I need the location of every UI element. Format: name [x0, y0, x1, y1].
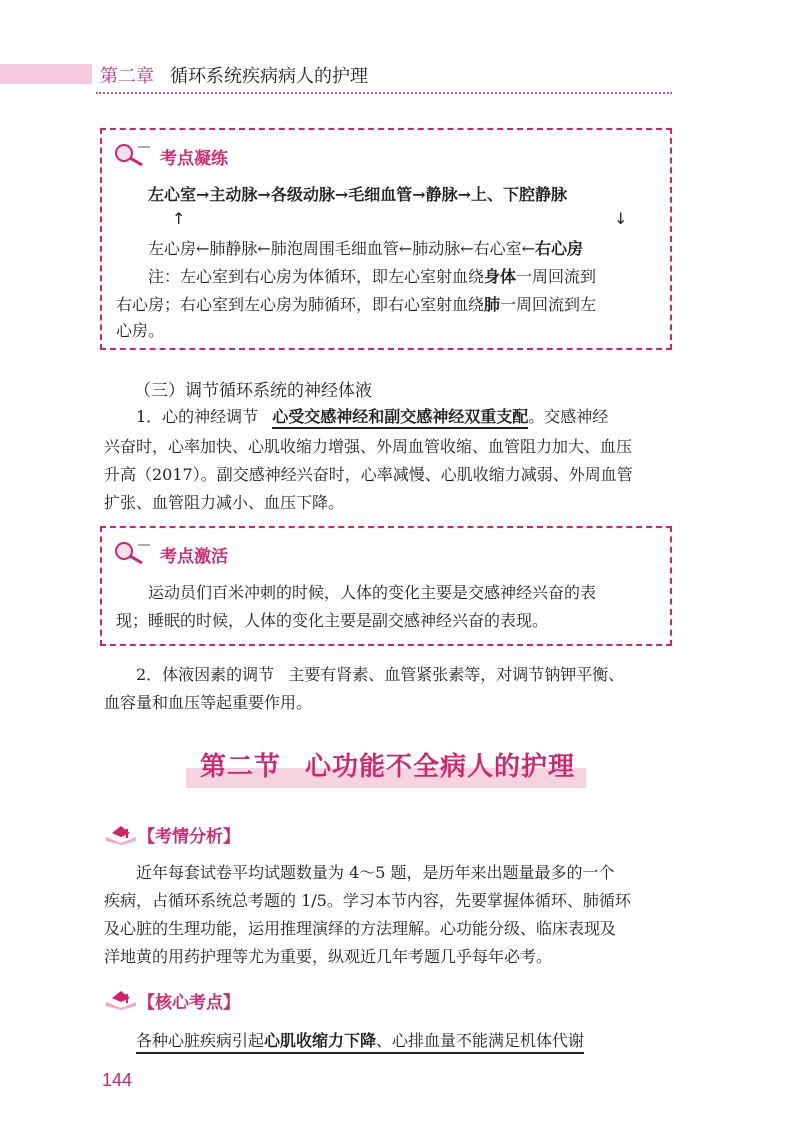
section-number: 第二节	[200, 752, 282, 782]
para-2-line-1	[136, 662, 624, 685]
note-2b: 肺	[484, 295, 501, 314]
down-arrow: ↓	[614, 209, 628, 228]
core-1a: 各种心脏疾病引起	[136, 1031, 265, 1050]
page-number: 144	[102, 1070, 133, 1090]
box-2-line-1: 运动员们百米冲刺的时候，人体的变化主要是交感神经兴奋的表	[148, 583, 597, 602]
note-2a: 右心房；右心室到左心房为肺循环，即右心室射血绕	[116, 295, 485, 314]
analysis-line-1: 近年每套试卷平均试题数量为 4～5 题，是历年来出题量最多的一个	[136, 863, 615, 882]
magnifier-icon	[112, 141, 152, 167]
analysis-line-3: 及心脏的生理功能，运用推理演绎的方法理解。心功能分级、临床表现及	[104, 919, 617, 938]
para-1-end: 。交感神经	[528, 407, 609, 426]
box-1-title: 考点凝练	[160, 149, 228, 169]
para-1-key: 心受交感神经和副交感神经双重支配	[272, 407, 528, 429]
note-1c: 一周回流到	[516, 267, 597, 286]
analysis-line-2: 疾病，占循环系统总考题的 1/5。学习本节内容，先要掌握体循环、肺循环	[104, 891, 631, 910]
header-color-bar	[0, 64, 92, 84]
box-2-title: 考点激活	[160, 547, 228, 567]
core-1c: 、心排血量不能满足机体代谢	[376, 1031, 585, 1050]
note-line-3: 心房。	[116, 321, 165, 340]
book-icon-2	[104, 988, 138, 1014]
para-1-label: 1．心的神经调节	[136, 407, 259, 426]
note-line-1	[148, 264, 596, 287]
running-header	[100, 62, 368, 88]
chapter-title: 循环系统疾病病人的护理	[170, 66, 368, 87]
core-1b: 心肌收缩力下降	[264, 1031, 377, 1050]
analysis-line-4: 洋地黄的用药护理等尤为重要，纵观近几年考题几乎每年必考。	[104, 947, 553, 966]
para-2-label: 2．体液因素的调节	[136, 665, 275, 684]
note-line-2	[116, 292, 596, 315]
circulation-line-1: 左心室→主动脉→各级动脉→毛细血管→静脉→上、下腔静脉	[148, 185, 568, 204]
subsection-heading: （三）调节循环系统的神经体液	[134, 381, 372, 401]
section-name: 心功能不全病人的护理	[305, 752, 576, 782]
para-1-line-4: 扩张、血管阻力减小、血压下降。	[104, 493, 345, 512]
book-icon	[104, 823, 138, 849]
chapter-label: 第二章	[100, 66, 154, 87]
analysis-tag: 【考情分析】	[138, 827, 240, 847]
box-2-line-2: 现；睡眠的时候，人体的变化主要是副交感神经兴奋的表现。	[116, 611, 549, 630]
para-1-line-3: 升高（2017）。副交感神经兴奋时，心率减慢、心肌收缩力减弱、外周血管	[104, 465, 633, 484]
core-line-1	[136, 1028, 584, 1054]
para-1-line-2: 兴奋时，心率加快、心肌收缩力增强、外周血管收缩、血管阻力加大、血压	[104, 437, 633, 456]
core-tag: 【核心考点】	[138, 993, 240, 1013]
para-1-line-1	[136, 404, 608, 427]
note-1a: 注：左心室到右心房为体循环，即左心室射血绕	[148, 267, 485, 286]
circulation-line-2-bold: 右心房	[535, 239, 584, 258]
note-1b: 身体	[484, 267, 517, 286]
magnifier-icon-2	[112, 539, 152, 565]
note-2c: 一周回流到左	[500, 295, 597, 314]
header-divider	[96, 92, 672, 94]
section-title	[200, 746, 575, 783]
circulation-line-2-text: 左心房←肺静脉←肺泡周围毛细血管←肺动脉←右心室←	[148, 239, 536, 258]
up-arrow: ↑	[172, 209, 186, 228]
circulation-line-2	[148, 236, 583, 259]
para-2-line-2: 血容量和血压等起重要作用。	[104, 693, 313, 712]
para-2-text: 主要有肾素、血管紧张素等，对调节钠钾平衡、	[288, 665, 625, 684]
